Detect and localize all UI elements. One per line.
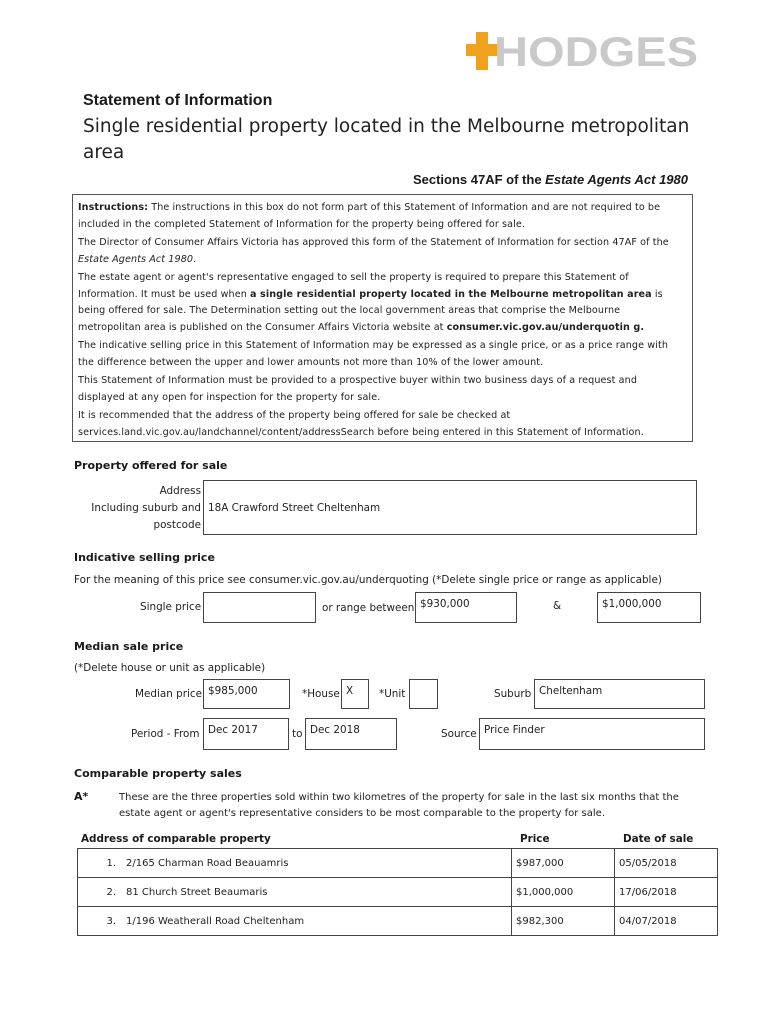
instructions-box	[72, 194, 693, 442]
instructions-para-6: It is recommended that the address of the property being offered for sale be checked at services.land.vic.gov.au/landchannel/content/addressSearch before being entered in this Statement of Information.	[78, 410, 644, 438]
suburb-field[interactable]: Cheltenham	[534, 679, 705, 709]
comparable-address-cell[interactable]: 3. 1/196 Weatherall Road Cheltenham	[78, 907, 512, 936]
table-row	[78, 907, 718, 936]
document-title: Statement of Information	[83, 92, 273, 109]
comparable-address-cell[interactable]: 2. 81 Church Street Beaumaris	[78, 878, 512, 907]
house-label: *House	[302, 688, 340, 700]
document-subtitle: Single residential property located in the Melbourne metropolitan area	[83, 116, 690, 163]
comparable-date-cell[interactable]: 17/06/2018	[615, 878, 718, 907]
house-checkbox[interactable]: X	[341, 679, 369, 709]
comparable-date-cell[interactable]: 05/05/2018	[615, 849, 718, 878]
suburb-label: Suburb	[494, 688, 532, 700]
period-to-field[interactable]: Dec 2018	[305, 718, 397, 750]
table-row	[78, 878, 718, 907]
col-header-price: Price	[520, 833, 550, 845]
hodges-logo	[466, 32, 698, 70]
consumer-affairs-link[interactable]: consumer.vic.gov.au/underquotin g.	[446, 321, 645, 333]
instructions-para-1: Instructions: The instructions in this box do not form part of this Statement of Information and are not required to be included in the completed Statement of Information for the property being offered for sale.	[78, 202, 661, 230]
range-ampersand: &	[553, 600, 562, 612]
source-field[interactable]: Price Finder	[479, 718, 705, 750]
col-header-date: Date of sale	[623, 833, 694, 845]
single-price-label: Single price	[140, 601, 202, 613]
instructions-para-2: The Director of Consumer Affairs Victoria has approved this form of the Statement of Information for section 47AF of the Estate Agents Act 1980.	[78, 237, 669, 265]
instructions-para-4: The indicative selling price in this Statement of Information may be expressed as a single price, or as a price range with the difference between the upper and lower amounts not more than 10% of the lower amount.	[78, 340, 669, 368]
range-high-field[interactable]: $1,000,000	[597, 592, 701, 623]
median-heading: Median sale price	[74, 640, 184, 653]
median-price-label: Median price	[135, 688, 202, 700]
address-label: Address Including suburb and postcode	[91, 485, 201, 531]
table-row	[78, 849, 718, 878]
instructions-para-3: The estate agent or agent's representative engaged to sell the property is required to prepare this Statement of Information. It must be used when a single residential property located in the Melbourne metropolitan area is being offered for sale. The Determination setting out the local government areas that comprise the Melbourne metropolitan area is published on the Consumer Affairs Victoria website at consumer.vic.gov.au/underquotin g.	[78, 272, 663, 333]
comparable-a-text: These are the three properties sold within two kilometres of the property for sale in the last six months that the estate agent or agent's representative considers to be most comparable to the property for sale.	[119, 792, 679, 819]
median-note: (*Delete house or unit as applicable)	[74, 662, 266, 674]
median-price-field[interactable]: $985,000	[203, 679, 290, 709]
unit-checkbox[interactable]	[409, 679, 438, 709]
address-field[interactable]: 18A Crawford Street Cheltenham	[203, 480, 697, 535]
comparable-a-label: A*	[74, 790, 89, 803]
svg-text:HODGES: HODGES	[494, 32, 698, 70]
comparable-date-cell[interactable]: 04/07/2018	[615, 907, 718, 936]
range-low-field[interactable]: $930,000	[415, 592, 517, 623]
source-label: Source	[441, 728, 477, 740]
range-label: or range between	[322, 602, 415, 614]
period-from-label: Period - From	[131, 728, 200, 740]
col-header-address: Address of comparable property	[81, 833, 271, 845]
sections-heading: Sections 47AF of the Estate Agents Act 1980	[412, 172, 688, 187]
instructions-para-5: This Statement of Information must be provided to a prospective buyer within two business days of a request and displayed at any open for inspection for the property for sale.	[78, 375, 638, 403]
unit-label: *Unit	[379, 688, 406, 700]
indicative-heading: Indicative selling price	[74, 551, 215, 564]
comparable-table	[77, 848, 718, 936]
indicative-note: For the meaning of this price see consumer.vic.gov.au/underquoting (*Delete single price or range as applicable)	[74, 574, 662, 586]
period-to-label: to	[292, 728, 303, 740]
comparable-address-cell[interactable]: 1. 2/165 Charman Road Beauamris	[78, 849, 512, 878]
comparable-price-cell[interactable]: $982,300	[512, 907, 615, 936]
comparable-price-cell[interactable]: $1,000,000	[512, 878, 615, 907]
single-price-field[interactable]	[203, 592, 316, 623]
period-from-field[interactable]: Dec 2017	[203, 718, 289, 750]
comparable-price-cell[interactable]: $987,000	[512, 849, 615, 878]
comparable-heading: Comparable property sales	[74, 767, 242, 780]
property-heading: Property offered for sale	[74, 459, 228, 472]
